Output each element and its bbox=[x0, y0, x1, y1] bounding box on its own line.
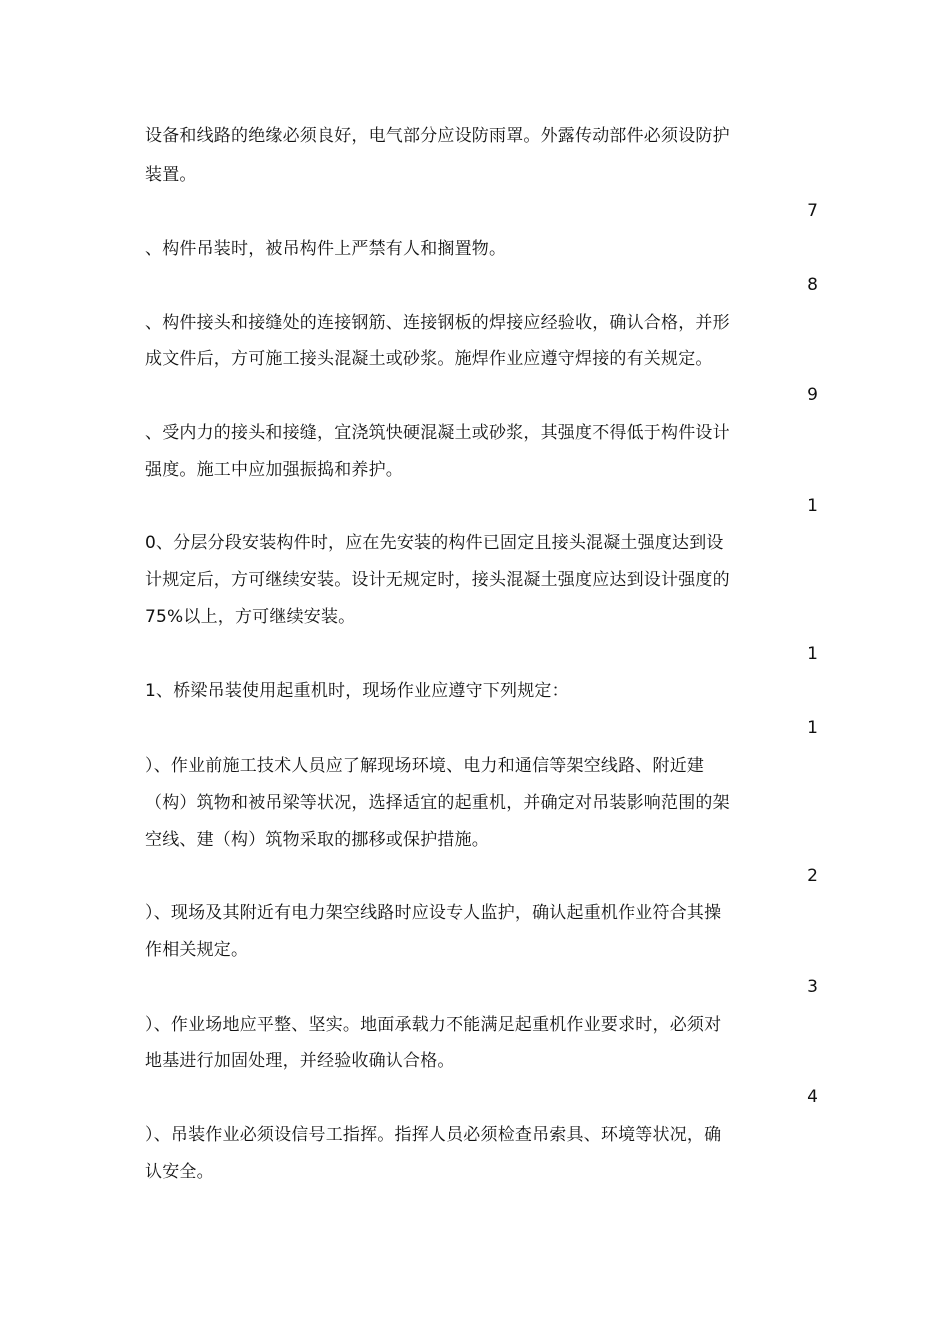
item-number: 7 bbox=[807, 201, 818, 221]
text-line: 设备和线路的绝缘必须良好，电气部分应设防雨罩。外露传动部件必须设防护 bbox=[145, 126, 730, 146]
item-number: 2 bbox=[807, 866, 818, 886]
text-line: ）、现场及其附近有电力架空线路时应设专人监护，确认起重机作业符合其操 bbox=[145, 903, 722, 923]
text-line: 作相关规定。 bbox=[145, 940, 249, 960]
text-line: 装置。 bbox=[145, 165, 197, 185]
text-line: 认安全。 bbox=[145, 1162, 214, 1182]
item-number: 1 bbox=[807, 718, 818, 738]
text-line: ）、作业场地应平整、坚实。地面承载力不能满足起重机作业要求时，必须对 bbox=[145, 1015, 722, 1035]
item-number: 8 bbox=[807, 275, 818, 295]
item-number: 1 bbox=[807, 644, 818, 664]
text-line: ）、吊装作业必须设信号工指挥。指挥人员必须检查吊索具、环境等状况，确 bbox=[145, 1125, 722, 1145]
text-line: （构）筑物和被吊梁等状况，选择适宜的起重机，并确定对吊装影响范围的架 bbox=[145, 793, 730, 813]
text-line: 计规定后，方可继续安装。设计无规定时，接头混凝土强度应达到设计强度的 bbox=[145, 570, 730, 590]
item-number: 3 bbox=[807, 977, 818, 997]
item-number: 9 bbox=[807, 385, 818, 405]
text-line: ）、作业前施工技术人员应了解现场环境、电力和通信等架空线路、附近建 bbox=[145, 756, 705, 776]
item-number: 4 bbox=[807, 1087, 818, 1107]
text-line: 强度。施工中应加强振捣和养护。 bbox=[145, 460, 403, 480]
text-line: 1、桥梁吊装使用起重机时，现场作业应遵守下列规定： bbox=[145, 681, 569, 701]
text-line: 、受内力的接头和接缝，宜浇筑快硬混凝土或砂浆，其强度不得低于构件设计 bbox=[145, 423, 730, 443]
text-line: 成文件后，方可施工接头混凝土或砂浆。施焊作业应遵守焊接的有关规定。 bbox=[145, 349, 713, 369]
text-line: 、构件接头和接缝处的连接钢筋、连接钢板的焊接应经验收，确认合格，并形 bbox=[145, 313, 730, 333]
text-line: 空线、建（构）筑物采取的挪移或保护措施。 bbox=[145, 830, 489, 850]
text-line: 75%以上，方可继续安装。 bbox=[145, 607, 356, 627]
text-line: 地基进行加固处理，并经验收确认合格。 bbox=[145, 1051, 455, 1071]
text-line: 、构件吊装时，被吊构件上严禁有人和搁置物。 bbox=[145, 239, 507, 259]
text-line: 0、分层分段安装构件时，应在先安装的构件已固定且接头混凝土强度达到设 bbox=[145, 533, 724, 553]
item-number: 1 bbox=[807, 496, 818, 516]
